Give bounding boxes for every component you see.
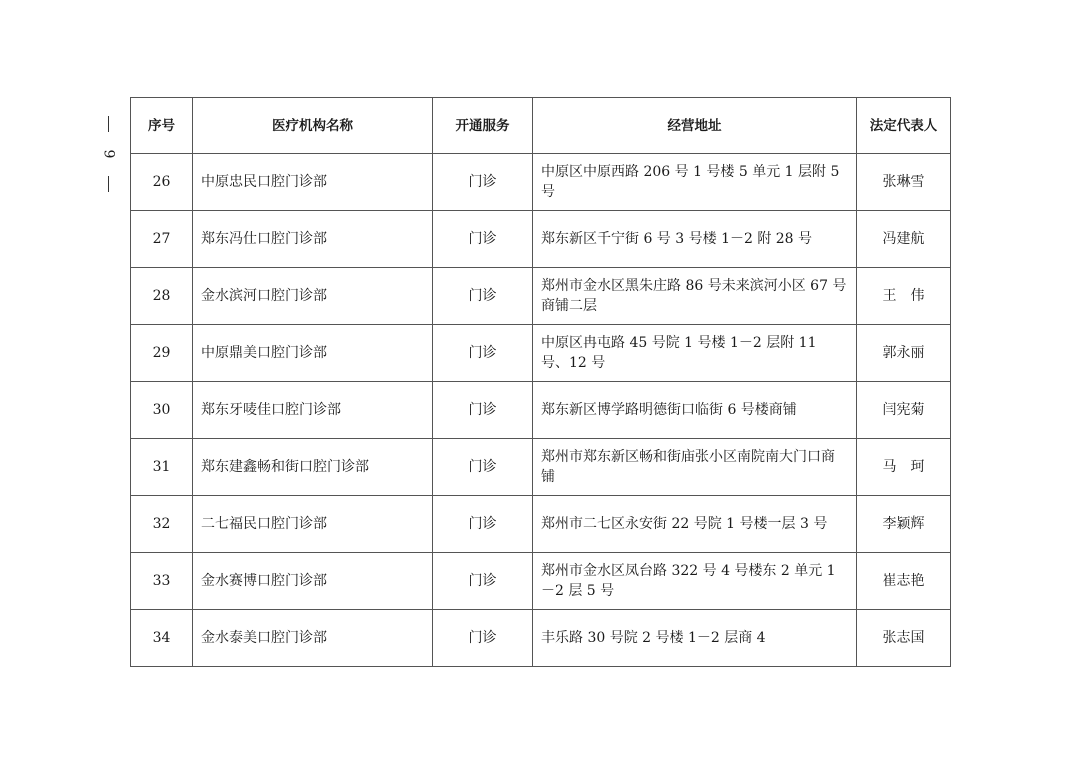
cell-index: 28 — [131, 268, 193, 325]
cell-address: 中原区冉屯路 45 号院 1 号楼 1－2 层附 11 号、12 号 — [533, 325, 857, 382]
table-row — [131, 610, 951, 667]
cell-address: 丰乐路 30 号院 2 号楼 1－2 层商 4 — [533, 610, 857, 667]
table-row — [131, 325, 951, 382]
cell-name: 中原忠民口腔门诊部 — [193, 154, 433, 211]
cell-name: 中原鼎美口腔门诊部 — [193, 325, 433, 382]
cell-index: 32 — [131, 496, 193, 553]
cell-index: 33 — [131, 553, 193, 610]
cell-service: 门诊 — [433, 382, 533, 439]
cell-index: 27 — [131, 211, 193, 268]
clinic-table — [130, 97, 951, 667]
cell-service: 门诊 — [433, 496, 533, 553]
cell-representative: 郭永丽 — [857, 325, 951, 382]
header-representative: 法定代表人 — [857, 98, 951, 154]
cell-representative: 张琳雪 — [857, 154, 951, 211]
cell-name: 金水泰美口腔门诊部 — [193, 610, 433, 667]
cell-index: 26 — [131, 154, 193, 211]
page-number-dash-top — [108, 116, 109, 132]
cell-address: 郑州市二七区永安街 22 号院 1 号楼一层 3 号 — [533, 496, 857, 553]
cell-service: 门诊 — [433, 325, 533, 382]
cell-service: 门诊 — [433, 211, 533, 268]
table-header — [131, 98, 951, 154]
cell-index: 30 — [131, 382, 193, 439]
cell-address: 郑东新区博学路明德街口临街 6 号楼商铺 — [533, 382, 857, 439]
cell-name: 郑东建鑫畅和街口腔门诊部 — [193, 439, 433, 496]
header-row — [131, 98, 951, 154]
cell-service: 门诊 — [433, 154, 533, 211]
cell-representative: 王 伟 — [857, 268, 951, 325]
cell-representative: 张志国 — [857, 610, 951, 667]
page-number-value: 9 — [99, 149, 116, 159]
cell-service: 门诊 — [433, 610, 533, 667]
cell-representative: 崔志艳 — [857, 553, 951, 610]
cell-address: 郑州市金水区黑朱庄路 86 号未来滨河小区 67 号商铺二层 — [533, 268, 857, 325]
cell-address: 郑州市金水区凤台路 322 号 4 号楼东 2 单元 1－2 层 5 号 — [533, 553, 857, 610]
header-index: 序号 — [131, 98, 193, 154]
header-name: 医疗机构名称 — [193, 98, 433, 154]
cell-address: 中原区中原西路 206 号 1 号楼 5 单元 1 层附 5 号 — [533, 154, 857, 211]
table-row — [131, 553, 951, 610]
header-address: 经营地址 — [533, 98, 857, 154]
table-row — [131, 382, 951, 439]
cell-index: 34 — [131, 610, 193, 667]
cell-service: 门诊 — [433, 439, 533, 496]
cell-index: 29 — [131, 325, 193, 382]
cell-name: 郑东冯仕口腔门诊部 — [193, 211, 433, 268]
table-row — [131, 496, 951, 553]
table-row — [131, 268, 951, 325]
cell-name: 金水赛博口腔门诊部 — [193, 553, 433, 610]
cell-representative: 闫宪菊 — [857, 382, 951, 439]
cell-representative: 马 珂 — [857, 439, 951, 496]
page-number — [96, 116, 120, 192]
table-row — [131, 439, 951, 496]
cell-address: 郑州市郑东新区畅和街庙张小区南院南大门口商铺 — [533, 439, 857, 496]
page-number-dash-bottom — [108, 176, 109, 192]
table-row — [131, 154, 951, 211]
cell-representative: 冯建航 — [857, 211, 951, 268]
cell-name: 金水滨河口腔门诊部 — [193, 268, 433, 325]
cell-representative: 李颖辉 — [857, 496, 951, 553]
cell-service: 门诊 — [433, 268, 533, 325]
cell-address: 郑东新区千宁街 6 号 3 号楼 1－2 附 28 号 — [533, 211, 857, 268]
table-body — [131, 154, 951, 667]
cell-service: 门诊 — [433, 553, 533, 610]
header-service: 开通服务 — [433, 98, 533, 154]
cell-name: 郑东牙唛佳口腔门诊部 — [193, 382, 433, 439]
table-row — [131, 211, 951, 268]
cell-index: 31 — [131, 439, 193, 496]
cell-name: 二七福民口腔门诊部 — [193, 496, 433, 553]
